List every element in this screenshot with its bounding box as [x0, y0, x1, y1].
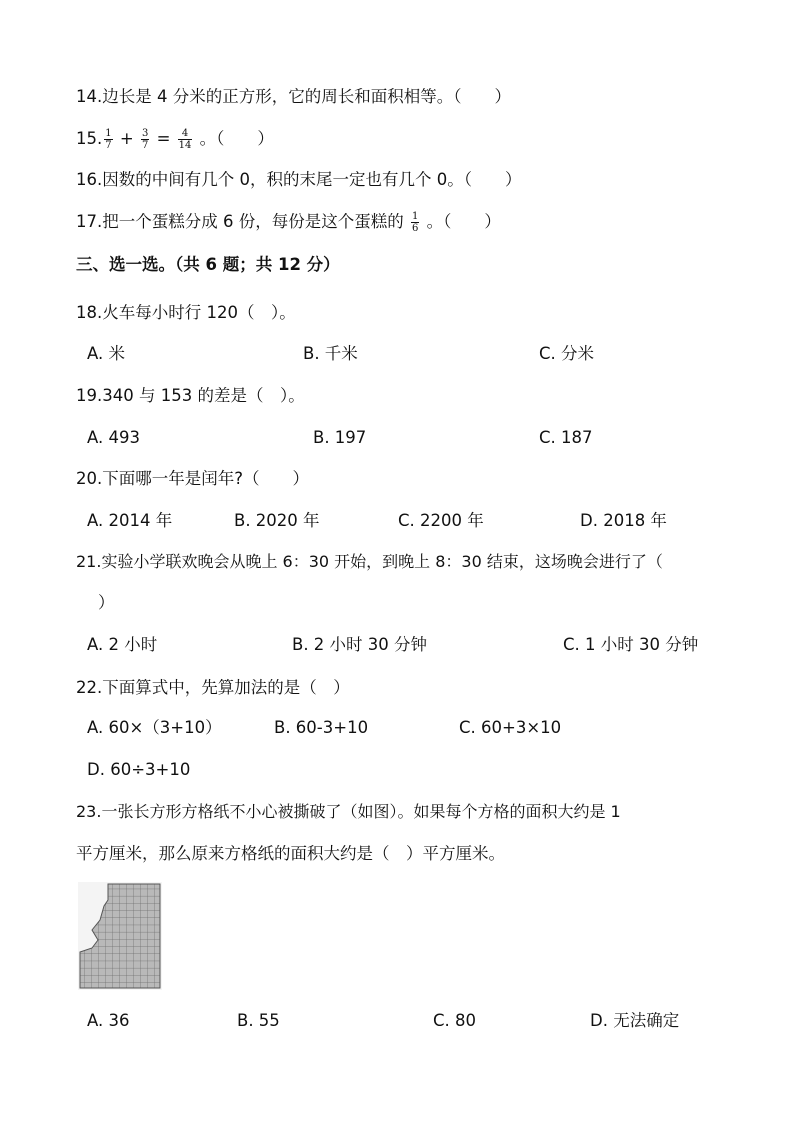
q23-option-a[interactable]: A. 36: [87, 1011, 130, 1030]
q20-option-a[interactable]: A. 2014 年: [87, 511, 173, 530]
question-14: 14.边长是 4 分米的正方形，它的周长和面积相等。（ ）: [76, 87, 511, 106]
q21-option-c[interactable]: C. 1 小时 30 分钟: [563, 635, 699, 654]
q17-prefix: 17.把一个蛋糕分成 6 份，每份是这个蛋糕的: [76, 212, 404, 231]
q23-option-c[interactable]: C. 80: [433, 1011, 477, 1030]
question-15: [76, 128, 274, 151]
q18-option-b[interactable]: B. 千米: [303, 344, 358, 363]
q15-fraction-3: $\frac{4}{14}$: [178, 128, 192, 151]
q21-option-b[interactable]: B. 2 小时 30 分钟: [292, 635, 428, 654]
q19-option-b[interactable]: B. 197: [313, 428, 367, 447]
q15-equals: =: [156, 129, 171, 148]
q22-option-b[interactable]: B. 60-3+10: [274, 718, 369, 737]
q21-option-a[interactable]: A. 2 小时: [87, 635, 158, 654]
q15-plus: +: [119, 129, 134, 148]
section-3-title: 三、选一选。（共 6 题；共 12 分）: [76, 255, 340, 274]
q20-option-b[interactable]: B. 2020 年: [234, 511, 320, 530]
q15-fraction-1: $\frac{1}{7}$: [105, 128, 112, 151]
q18-option-a[interactable]: A. 米: [87, 344, 125, 363]
question-22: 22.下面算式中，先算加法的是（ ）: [76, 678, 350, 697]
q17-fraction: $\frac{1}{6}$: [411, 211, 419, 234]
q19-option-c[interactable]: C. 187: [539, 428, 593, 447]
q22-option-d[interactable]: D. 60÷3+10: [87, 760, 191, 779]
q18-option-c[interactable]: C. 分米: [539, 344, 595, 363]
q15-prefix: 15.: [76, 129, 103, 148]
question-21-line-1: 21.实验小学联欢晚会从晚上 6：30 开始，到晚上 8：30 结束，这场晚会进行了（: [76, 552, 663, 571]
q23-option-b[interactable]: B. 55: [237, 1011, 280, 1030]
question-18: 18.火车每小时行 120（ ）。: [76, 303, 296, 322]
question-23-line-1: 23.一张长方形方格纸不小心被撕破了（如图）。如果每个方格的面积大约是 1: [76, 802, 621, 821]
q20-option-c[interactable]: C. 2200 年: [398, 511, 484, 530]
question-21-line-2: ）: [98, 593, 115, 612]
q19-option-a[interactable]: A. 493: [87, 428, 140, 447]
q17-suffix: 。（ ）: [426, 212, 501, 231]
torn-grid-paper-figure: [78, 882, 162, 990]
q22-option-c[interactable]: C. 60+3×10: [459, 718, 562, 737]
q15-suffix: 。（ ）: [199, 129, 274, 148]
question-16: 16.因数的中间有几个 0，积的末尾一定也有几个 0。（ ）: [76, 170, 522, 189]
q20-option-d[interactable]: D. 2018 年: [580, 511, 667, 530]
q23-option-d[interactable]: D. 无法确定: [590, 1011, 680, 1030]
q15-fraction-2: $\frac{3}{7}$: [141, 128, 149, 151]
question-23-line-2: 平方厘米，那么原来方格纸的面积大约是（ ）平方厘米。: [76, 844, 505, 863]
q22-option-a[interactable]: A. 60×（3+10）: [87, 718, 222, 737]
question-19: 19.340 与 153 的差是（ ）。: [76, 386, 305, 405]
question-17: [76, 211, 501, 234]
question-20: 20.下面哪一年是闰年?（ ）: [76, 469, 309, 488]
